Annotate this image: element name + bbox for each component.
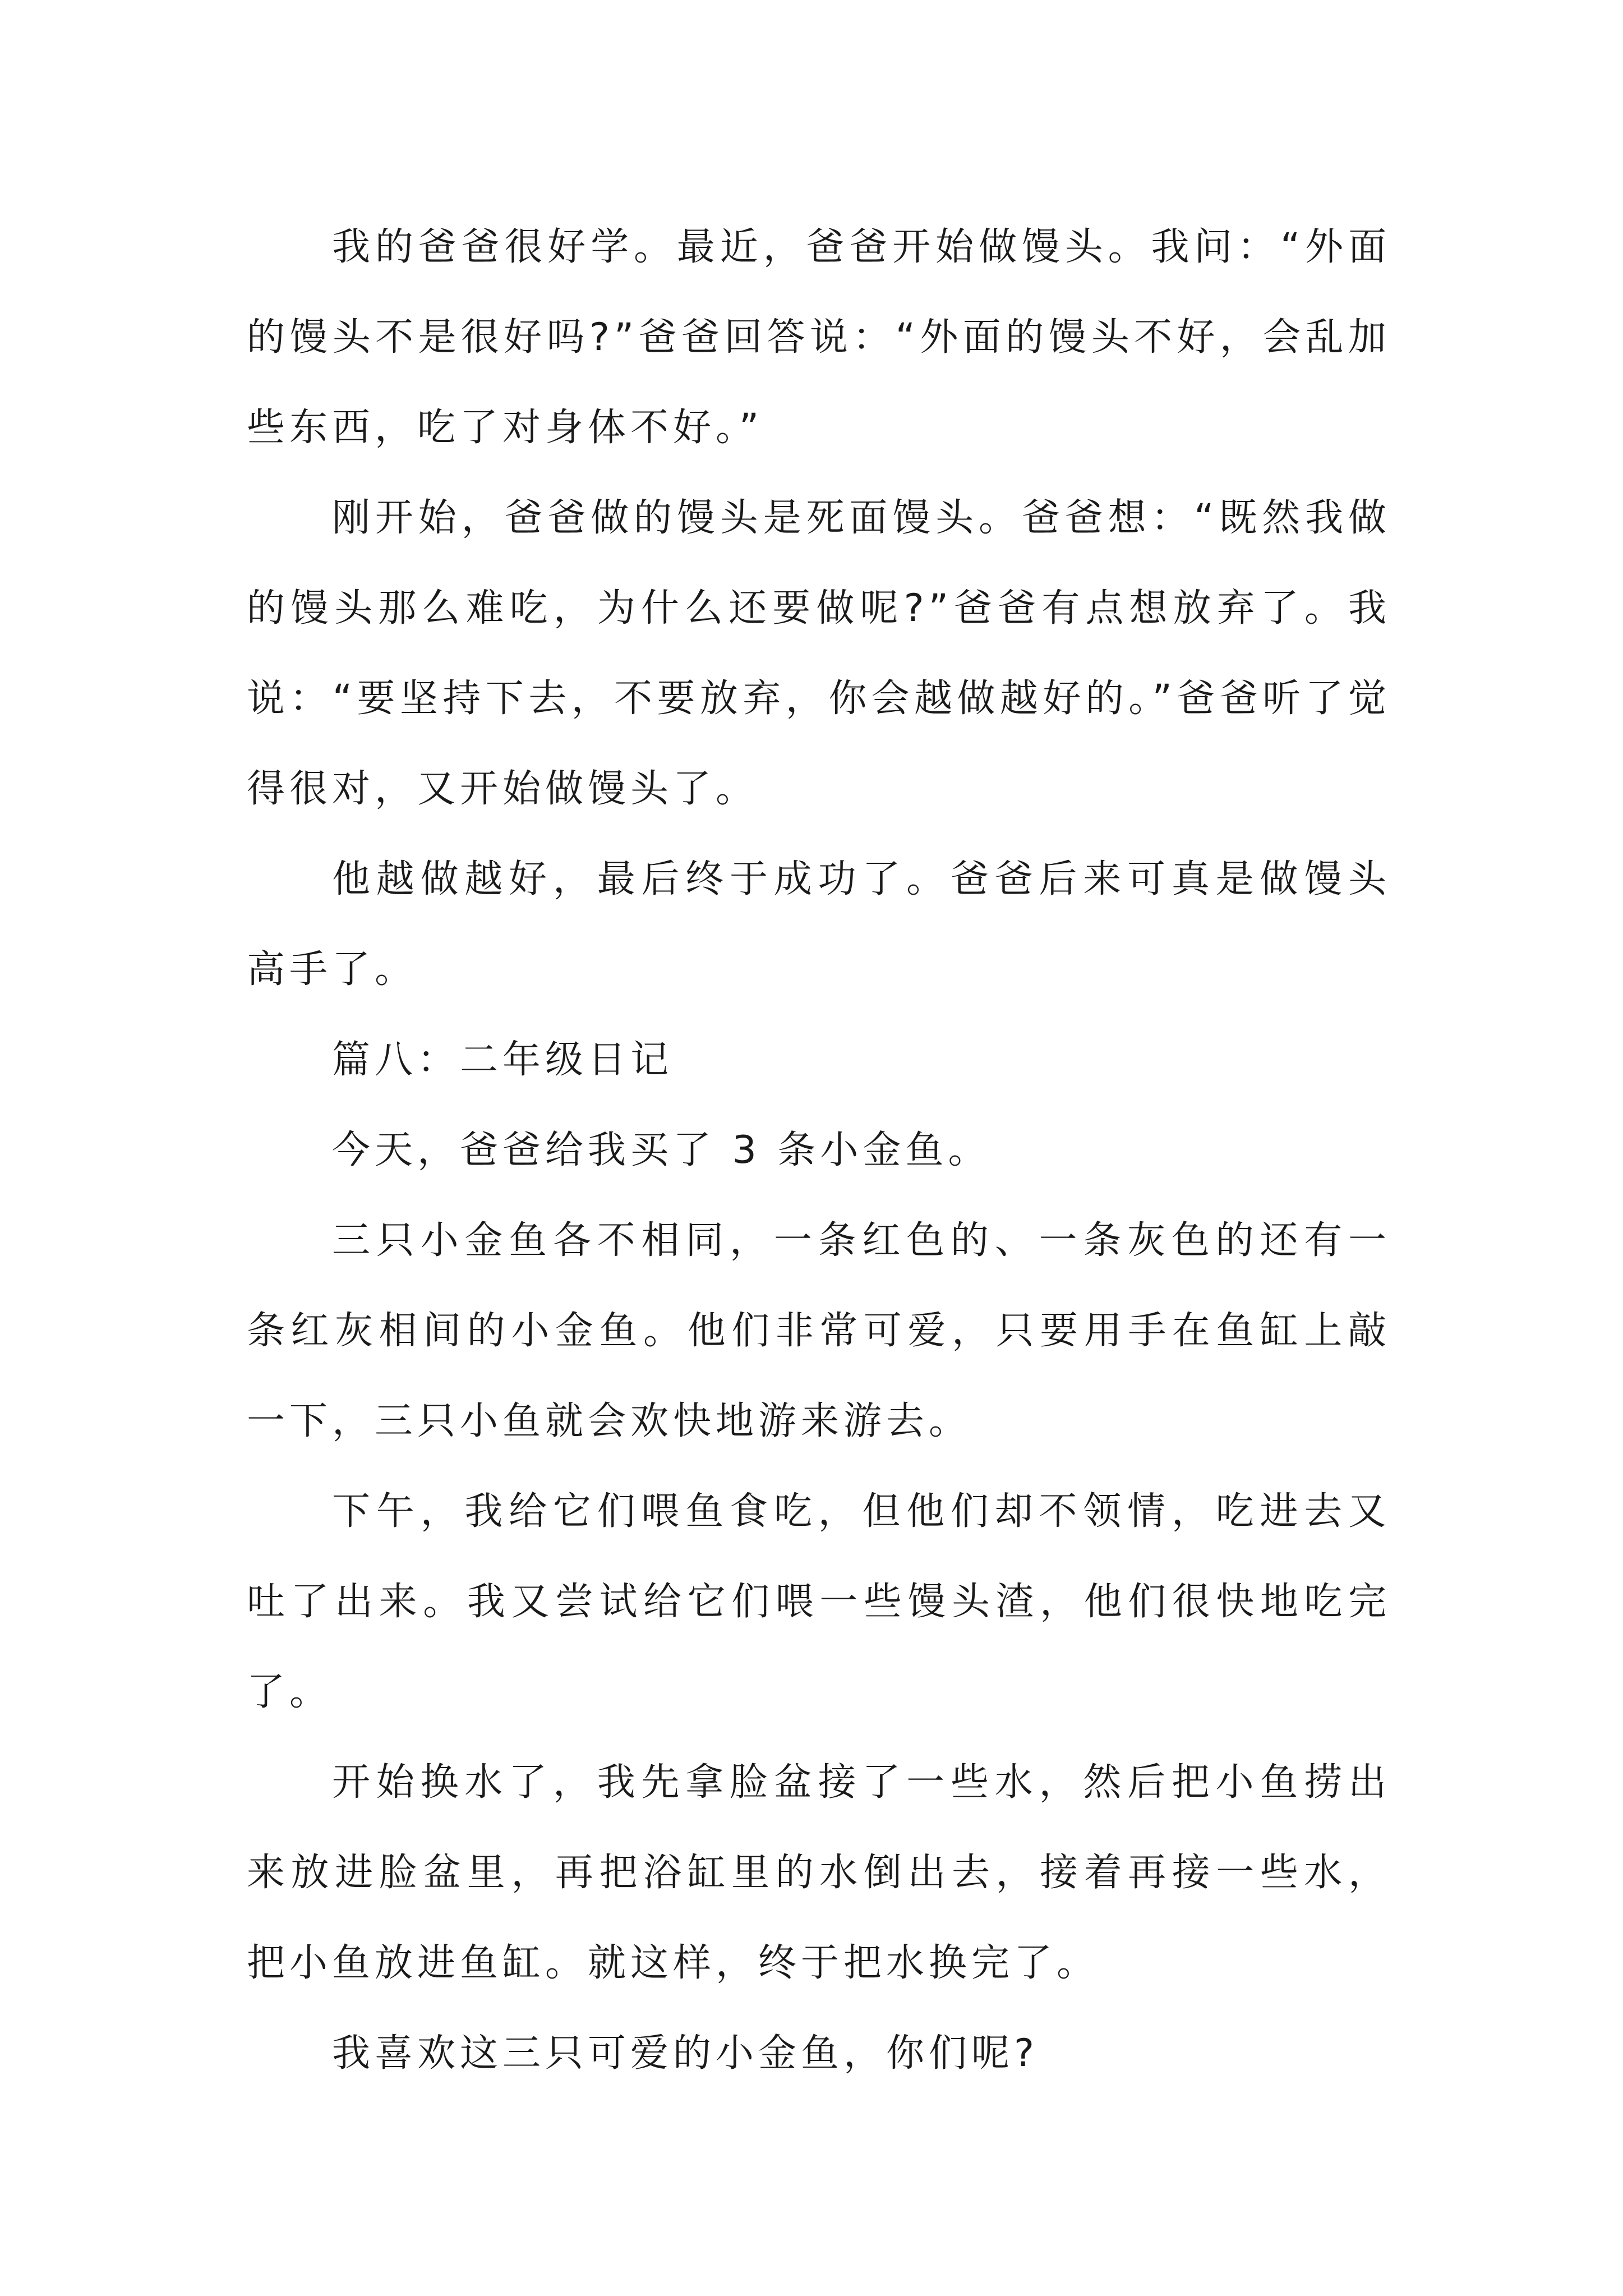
paragraph-8: 我喜欢这三只可爱的小金鱼，你们呢? [332,2031,1039,2076]
paragraph-2: 刚开始，爸爸做的馒头是死面馒头。爸爸想：“既然我做的馒头那么难吃，为什么还要做呢?”爸爸有点想放弃了。我说：“要坚持下去，不要放弃，你会越做越好的。”爸爸听了觉得很对，又开始做馒头了。 [247,496,1391,811]
paragraph-7: 开始换水了，我先拿脸盆接了一些水，然后把小鱼捞出来放进脸盆里，再把浴缸里的水倒出去，接着再接一些水，把小鱼放进鱼缸。就这样，终于把水换完了。 [247,1760,1391,1985]
paragraph-4: 今天，爸爸给我买了 3 条小金鱼。 [332,1128,991,1172]
section-heading: 篇八：二年级日记 [332,1038,674,1082]
paragraph-1: 我的爸爸很好学。最近，爸爸开始做馒头。我问：“外面的馒头不是很好吗?”爸爸回答说：“外面的馒头不好，会乱加些东西，吃了对身体不好。” [247,225,1391,450]
paragraph-3: 他越做越好，最后终于成功了。爸爸后来可真是做馒头高手了。 [247,857,1391,992]
document-body [247,202,1391,2099]
paragraph-5: 三只小金鱼各不相同，一条红色的、一条灰色的还有一条红灰相间的小金鱼。他们非常可爱，只要用手在鱼缸上敲一下，三只小鱼就会欢快地游来游去。 [247,1218,1391,1443]
paragraph-6: 下午，我给它们喂鱼食吃，但他们却不领情，吃进去又吐了出来。我又尝试给它们喂一些馒头渣，他们很快地吃完了。 [247,1489,1391,1714]
